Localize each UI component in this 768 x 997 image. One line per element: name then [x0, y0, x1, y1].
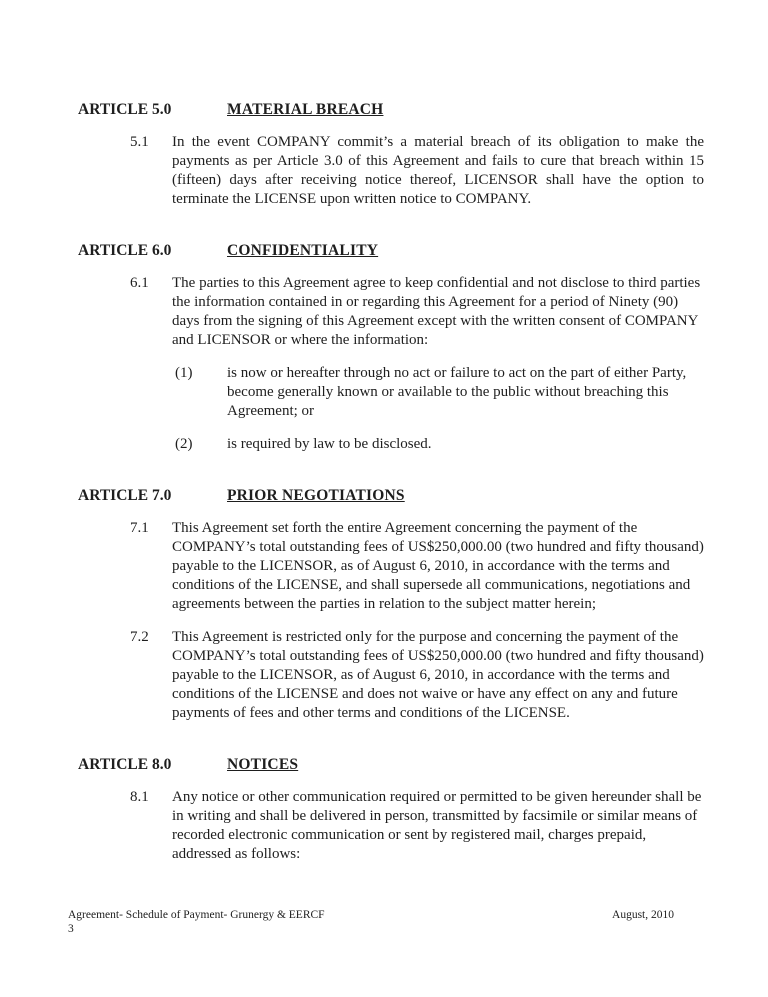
article-7-heading	[78, 486, 768, 505]
clause-8-1-text: Any notice or other communication required or permitted to be given hereunder shall be in writing and shall be delivered in person, transmitted by facsimile or similar means of recorded electronic communication or sent by registered mail, charges prepaid, addressed as follows:	[172, 789, 702, 862]
article-6-heading	[78, 241, 768, 260]
clause-5-1-text: In the event COMPANY commit’s a material breach of its obligation to make the payments as per Article 3.0 of this Agreement and fails to cure that breach within 15 (fifteen) days after receiving notice thereof, LICENSOR shall have the option to terminate the LICENSE upon written notice to COMPANY.	[172, 134, 704, 207]
clause-7-1-text: This Agreement set forth the entire Agreement concerning the payment of the COMPANY’s total outstanding fees of US$250,000.00 (two hundred and fifty thousand) payable to the LICENSOR, as of August 6, 2010, in accordance with the terms and conditions of the LICENSE, and shall supersede all communications, negotiations and agreements between the parties in relation to the subject matter herein;	[172, 520, 704, 612]
clause-6-1-text: The parties to this Agreement agree to keep confidential and not disclose to third parties the information contained in or regarding this Agreement for a period of Ninety (90) days from the signing of this Agreement except with the written consent of COMPANY and LICENSOR or where the information:	[172, 275, 701, 348]
clause-7-2	[130, 628, 768, 723]
footer-document-title: Agreement- Schedule of Payment- Grunergy & EERCF	[68, 909, 325, 921]
subclause-6-1-2-number: (2)	[175, 436, 193, 452]
article-6-title: CONFIDENTIALITY	[227, 242, 379, 259]
subclause-6-1-2-text: is required by law to be disclosed.	[227, 436, 432, 452]
page-footer	[68, 908, 674, 936]
clause-7-2-number: 7.2	[130, 629, 149, 645]
article-8-title: NOTICES	[227, 756, 299, 773]
clause-7-1-number: 7.1	[130, 520, 149, 536]
clause-6-1	[130, 274, 768, 350]
subclause-6-1-1	[175, 364, 768, 421]
clause-5-1	[130, 133, 768, 209]
article-8-heading	[78, 755, 768, 774]
article-5-title: MATERIAL BREACH	[227, 101, 384, 118]
article-7-label: ARTICLE 7.0	[78, 487, 172, 504]
clause-6-1-number: 6.1	[130, 275, 149, 291]
footer-date: August, 2010	[612, 909, 674, 921]
clause-7-1	[130, 519, 768, 614]
footer-page-number: 3	[68, 923, 74, 935]
article-5-heading	[78, 100, 768, 119]
clause-8-1-number: 8.1	[130, 789, 149, 805]
article-6-label: ARTICLE 6.0	[78, 242, 172, 259]
subclause-6-1-1-text: is now or hereafter through no act or failure to act on the part of either Party, become generally known or available to the public without breaching this Agreement; or	[227, 365, 687, 419]
article-8-label: ARTICLE 8.0	[78, 756, 172, 773]
subclause-6-1-2	[175, 435, 768, 454]
subclause-6-1-1-number: (1)	[175, 365, 193, 381]
clause-8-1	[130, 788, 768, 864]
article-5-label: ARTICLE 5.0	[78, 101, 172, 118]
footer-row	[68, 908, 674, 922]
clause-5-1-number: 5.1	[130, 134, 149, 150]
clause-7-2-text: This Agreement is restricted only for the purpose and concerning the payment of the COMPANY’s total outstanding fees of US$250,000.00 (two hundred and fifty thousand) payable to the LICENSOR, as of August 6, 2010, in accordance with the terms and conditions of the LICENSE and does not waive or have any effect on any and future payments of fees and other terms and conditions of the LICENSE.	[172, 629, 704, 721]
article-7-title: PRIOR NEGOTIATIONS	[227, 487, 405, 504]
